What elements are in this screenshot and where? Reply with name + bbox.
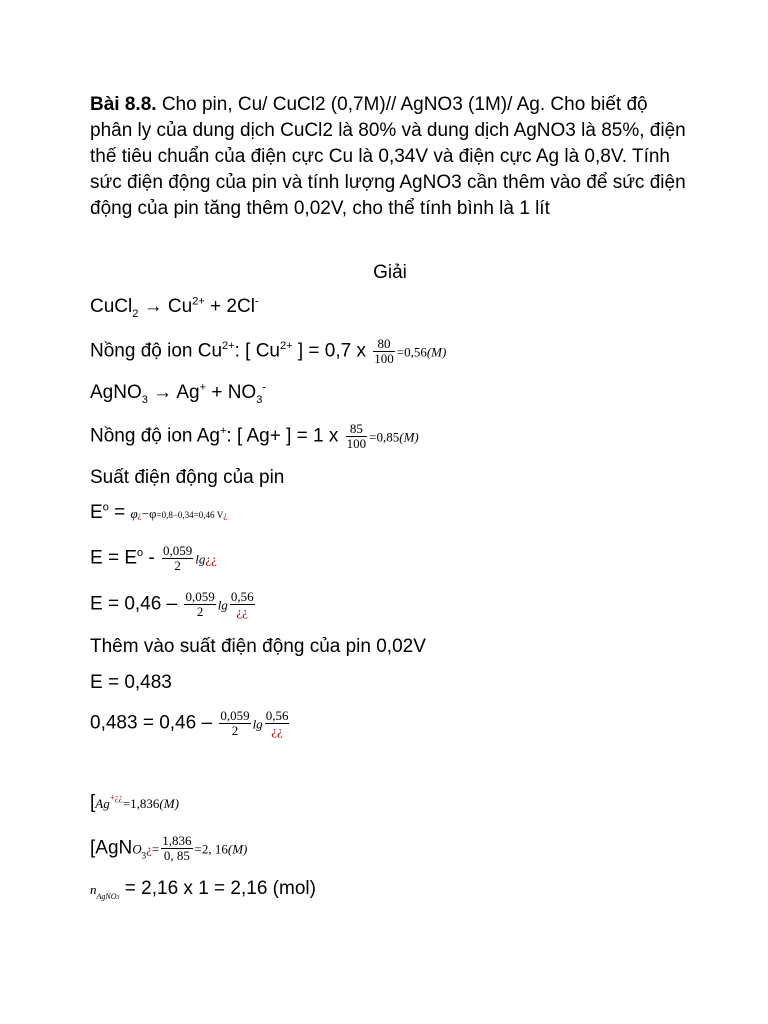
problem-statement (90, 92, 690, 222)
fraction: $\frac{0,059}{2}$ (163, 543, 193, 573)
emf-heading: Suất điện động của pin (90, 467, 285, 488)
fraction: $\frac{80}{100}$ (374, 336, 394, 366)
fraction: $\frac{85}{100}$ (346, 421, 367, 451)
fraction: $\frac{1,836}{0, 85}$ (162, 833, 192, 863)
fraction: $\frac{0,56}{¿¿}$ (265, 708, 289, 738)
ag-ion-result: [Ag+¿¿=1,836(M) (90, 792, 179, 813)
emf-calculation: E = 0,46 – $\frac{0,059}{2}$ lg $\frac{0,56}{¿¿}$ (90, 589, 254, 619)
solution-heading: Giải (373, 262, 407, 283)
fraction: $\frac{0,059}{2}$ (185, 589, 215, 619)
new-emf-equation: 0,483 = 0,46 – $\frac{0,059}{2}$ lg $\frac{0,56}{¿¿}$ (90, 708, 289, 738)
emf-increase-text: Thêm vào suất điện động của pin 0,02V (90, 636, 426, 657)
document-page (90, 92, 690, 901)
equation-cucl2-dissociation: CuCl$_2$ → $Cu^{2+} + 2Cl^-$ (90, 295, 259, 320)
new-emf-value: E = 0,483 (90, 672, 172, 693)
standard-emf: $E^o$ = φ¿−φ=0,8−0,34=0,46 V¿ (90, 501, 228, 523)
nernst-equation: $E = E^o$ - $\frac{0,059}{2}$ lg¿¿ (90, 543, 217, 573)
ag-ion-concentration: Nồng độ ion Ag+: [ Ag+ ] = 1 x $\frac{85}{100}$ =0,85(M) (90, 421, 419, 451)
fraction: $\frac{0,059}{2}$ (220, 708, 250, 738)
agno3-concentration: [AgNO$_3$¿= $\frac{1,836}{0, 85}$ =2, 16(M) (90, 833, 248, 863)
problem-label: Bài 8.8. (90, 94, 157, 115)
equation-agno3-dissociation: AgNO$_3$ → $Ag^+ + NO_3^-$ (90, 381, 267, 406)
agno3-moles: $n_{AgNO3} = 2,16$ x 1 = 2,16 (mol) (90, 878, 316, 901)
fraction: $\frac{0,56}{¿¿}$ (230, 589, 254, 619)
problem-text: Cho pin, Cu/ CuCl2 (0,7M)// AgNO3 (1M)/ Ag. Cho biết độ phân ly của dung dịch CuCl2 là 80% và dung dịch AgNO3 là 85%, điện thế tiêu chuẩn của điện cực Cu là 0,34V và điện cực Ag là 0,8V. Tính sức điện động của pin và tính lượng AgNO3 cần thêm vào để sức điện động của pin tăng thêm 0,02V, cho thể tính bình là 1 lít (90, 94, 686, 219)
cu-ion-concentration: Nồng độ ion $Cu^{2+}$: [ $Cu^{2+}$ ] = 0,7 x $\frac{80}{100}$ =0,56(M) (90, 336, 447, 366)
